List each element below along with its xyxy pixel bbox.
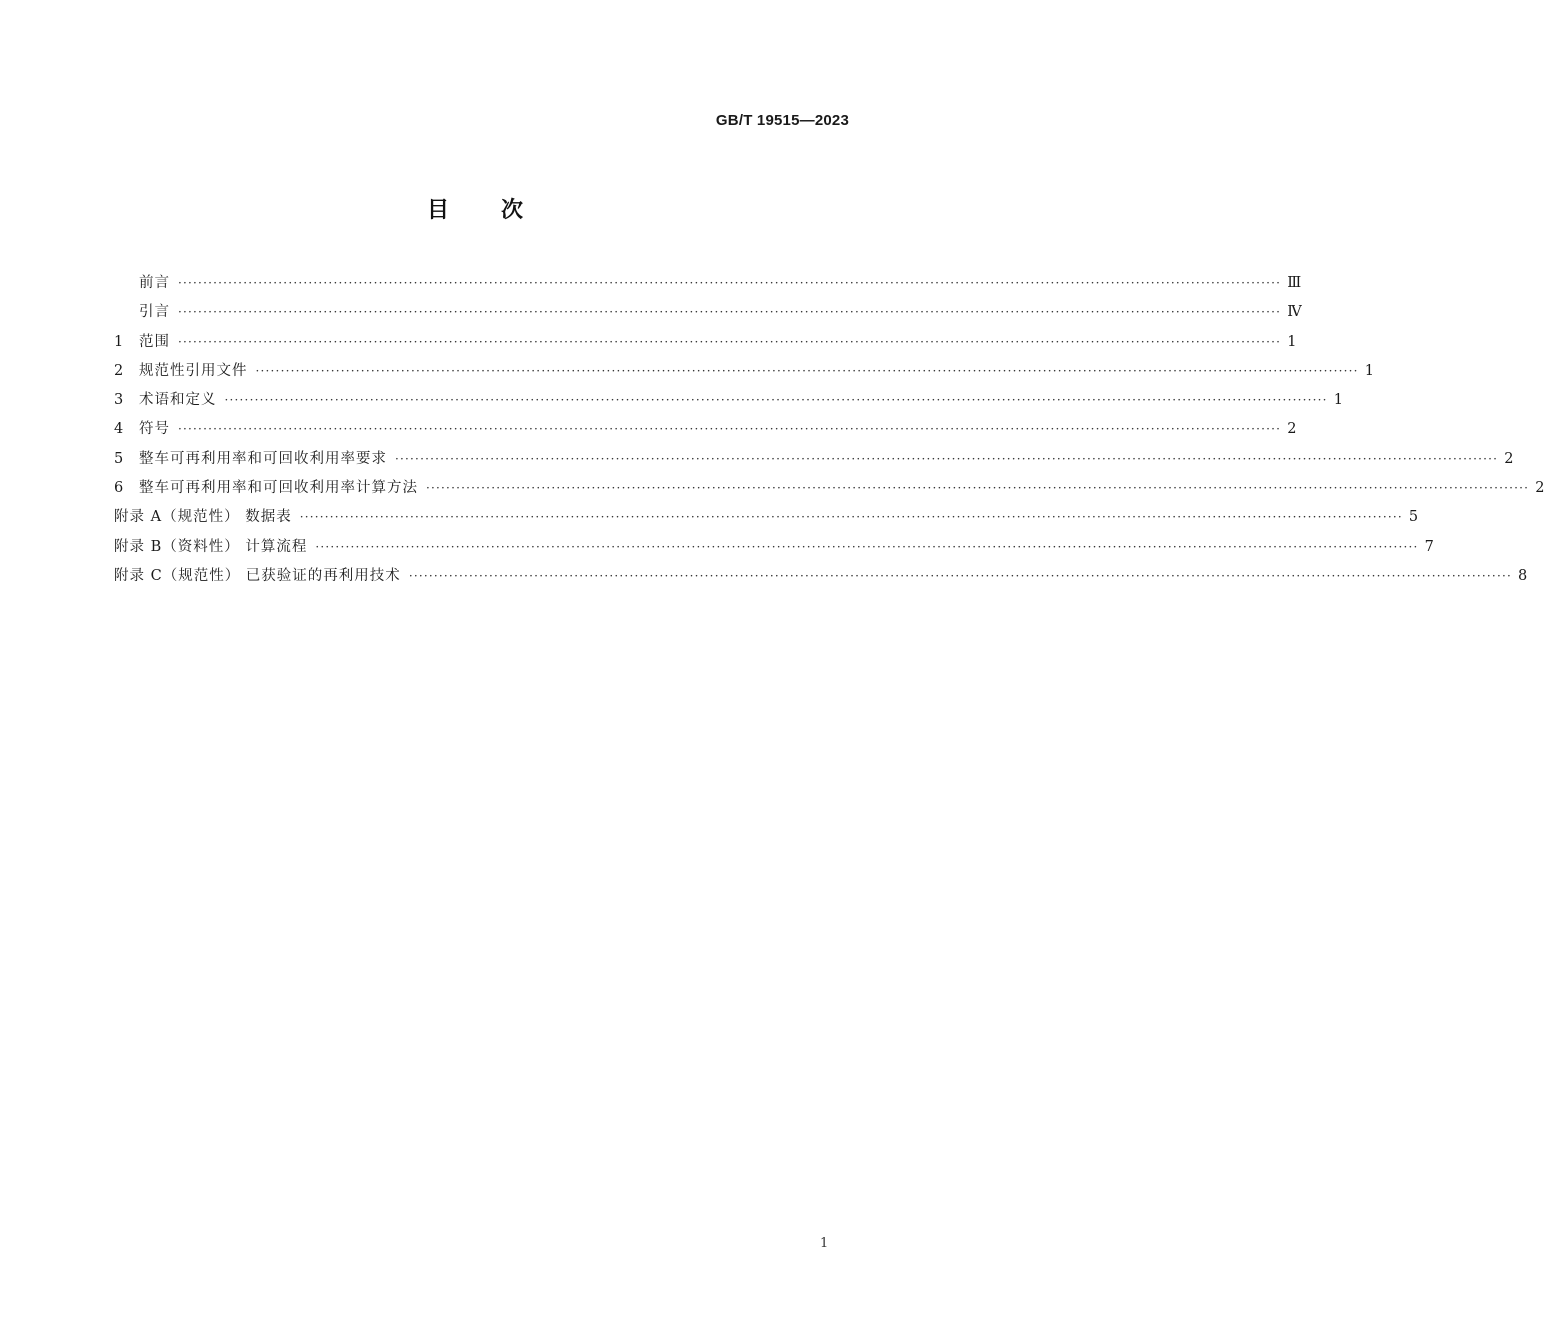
toc-leader-dots: ···························································································································································································································· [395,451,1499,466]
toc-entry-page: 2 [1504,450,1514,467]
toc-entry-label: 附录 C（规范性） 已获验证的再利用技术 [114,567,401,584]
toc-entry-foreword[interactable] [114,269,1302,298]
toc-entry-label: 前言 [139,275,170,291]
toc-entry-page: 2 [1535,480,1544,497]
toc-entry-normative-references[interactable] [114,357,1374,386]
toc-entry-page: 2 [1287,421,1297,438]
toc-entry-label: 符号 [139,421,170,438]
toc-title: 目次 [426,198,575,223]
toc-entry-label: 整车可再利用率和可回收利用率计算方法 [139,480,418,497]
toc-leader-dots: ···························································································································································································································· [178,334,1282,349]
toc-entry-annex-b[interactable] [114,533,1434,562]
toc-entry-label: 引言 [139,304,170,321]
toc-entry-label: 附录 A（规范性） 数据表 [114,509,292,526]
toc-leader-dots: ···························································································································································································································· [178,305,1282,320]
toc-entry-calculation-method[interactable] [114,474,1544,503]
toc-entry-requirements[interactable] [114,445,1514,474]
toc-entry-annex-c[interactable] [114,562,1528,591]
toc-entry-symbols[interactable] [114,415,1297,444]
toc-leader-dots: ···························································································································································································································· [315,539,1419,554]
toc-entry-label: 整车可再利用率和可回收利用率要求 [139,450,387,467]
toc-entry-label: 范围 [139,333,170,350]
toc-entry-page: Ⅲ [1287,275,1302,291]
toc-entry-page: 5 [1408,509,1419,526]
toc-leader-dots: ···························································································································································································································· [224,393,1328,408]
toc-list [114,269,1544,591]
toc-entry-number: 6 [114,480,124,497]
toc-entry-terms-definitions[interactable] [114,386,1343,415]
toc-entry-page: Ⅳ [1287,304,1302,321]
toc-leader-dots: ···························································································································································································································· [178,276,1282,290]
toc-entry-page: 1 [1287,333,1297,350]
toc-entry-number: 5 [114,450,124,467]
toc-leader-dots: ···························································································································································································································· [426,481,1530,496]
standard-code: GB/T 19515—2023 [715,112,849,129]
toc-leader-dots: ···························································································································································································································· [255,363,1359,378]
toc-entry-number: 1 [114,333,124,350]
toc-leader-dots: ···························································································································································································································· [178,422,1282,437]
toc-entry-number: 3 [114,392,124,409]
toc-entry-page: 1 [1364,362,1374,379]
toc-leader-dots: ···························································································································································································································· [408,568,1512,583]
toc-entry-introduction[interactable] [114,298,1302,327]
toc-entry-number: 2 [114,362,124,379]
toc-entry-page: 8 [1518,567,1528,584]
toc-entry-page: 7 [1424,538,1434,555]
toc-entry-number: 4 [114,421,124,438]
toc-leader-dots: ···························································································································································································································· [299,510,1403,525]
toc-entry-scope[interactable] [114,328,1297,357]
toc-entry-label: 附录 B（资料性） 计算流程 [114,538,308,555]
page-number: 1 [820,1236,829,1251]
toc-entry-annex-a[interactable] [114,503,1419,532]
toc-entry-page: 1 [1333,392,1343,409]
toc-entry-label: 术语和定义 [139,392,217,409]
toc-entry-label: 规范性引用文件 [139,362,248,379]
